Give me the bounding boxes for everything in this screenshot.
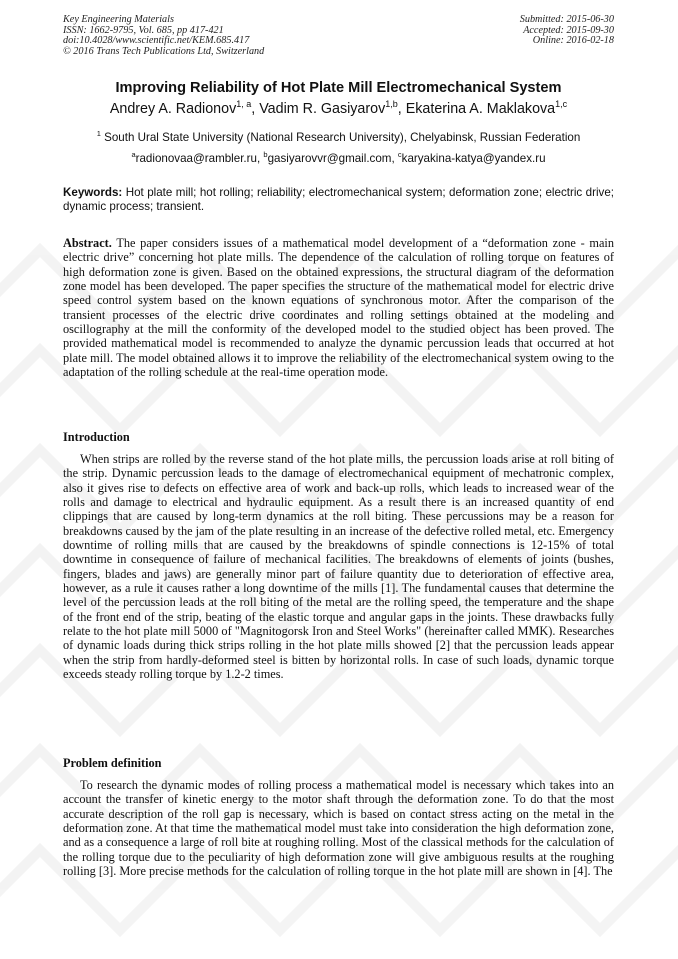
online-date: Online: 2016-02-18 [532,35,614,47]
journal-info [63,15,264,57]
author-name: Ekaterina A. Maklakova [405,101,556,117]
accepted-date: Accepted: 2015-09-30 [523,24,614,36]
email-link[interactable]: radionovaa@rambler.ru [135,152,257,165]
copyright-line: © 2016 Trans Tech Publications Ltd, Switzerland [63,45,265,57]
abstract-label: Abstract. [63,236,112,250]
author-emails: $^a$radionovaa@rambler.ru, $^b$gasiyarovvr@gmail.com, $^c$karyakina-katya@yandex.ru [131,150,546,165]
journal-name: Key Engineering Materials [63,14,174,25]
author-affiliation-marker: 1, a [236,99,252,109]
issn-line: ISSN: 1662-9795, Vol. 685, pp 417-421 [63,24,224,36]
author-name: Andrey A. Radionov [109,101,237,117]
email-link[interactable]: gasiyarovvr@gmail.com [267,152,392,165]
section-heading-problem-definition: Problem definition [63,756,162,770]
keywords [63,186,614,215]
email-marker: b [263,150,268,159]
submitted-date: Submitted: 2015-06-30 [519,14,614,25]
email-marker: c [397,150,402,159]
affiliation-text: South Ural State University (National Research University), Chelyabinsk, Russian Federation [104,131,581,144]
affiliation [63,131,614,144]
problem-definition-paragraph: To research the dynamic modes of rolling process a mathematical model is necessary which takes into an account the transfer of kinetic energy to the motor shaft through the deformation zone. To do that the most accurate description of the roll gap is necessary, which is based on contact stress acting on the metal in the deformation zone. At that time the mathematical model must take into consideration the high deformation zone, and as a consequence a large of roll bite at roughing rolling. Most of the classical methods for the calculation of the rolling torque due to the peculiarity of high deformation zone will give ambiguous results at the roughing rolling [3]. More precise methods for the calculation of rolling torque in the hot plate mill are shown in [4]. The [63,778,614,879]
paper-title: Improving Reliability of Hot Plate Mill Electromechanical System [115,80,562,96]
doi-line: doi:10.4028/www.scientific.net/KEM.685.417 [63,35,250,47]
keywords-text: Hot plate mill; hot rolling; reliability; electromechanical system; deformation zone; electric drive; dynamic process; transient. [63,186,614,214]
dates-info [520,15,614,47]
affiliation-marker: 1 [96,129,101,138]
author-name: Vadim R. Gasiyarov [259,101,386,117]
email-marker: a [131,150,136,159]
author-list: Andrey A. Radionov$^{1, a}$, Vadim R. Gasiyarov$^{1,b}$, Ekaterina A. Maklakova$^{1,c}$ [109,99,568,117]
keywords-label: Keywords: [63,186,123,199]
abstract [63,236,614,379]
author-affiliation-marker: 1,b [385,99,398,109]
introduction-paragraph: When strips are rolled by the reverse stand of the hot plate mills, the percussion loads arise at roll biting of the strip. Dynamic percussion leads to the damage of electromechanical equipment of mechatronic complex, also it gives rise to defects on effective area of work and back-up rolls, which leads to increased wear of the rolls and damage to electrical and hydraulic equipment. As a result there is an increased quantity of end clippings that are caused by long-term dynamics at the roll biting. These percussions may be a reason for breakdowns caused by the jam of the plate resulting in an increase of the defective rolled metal, etc. Emergency downtime of rolling mills that are caused by the breakdowns of spindle connections is 12-15% of total downtime in consequence of failure of mechanical facilities. The breakdowns of elements of joints (bushes, fingers, blades and jaws) are generally minor part of failure quantity due to deterioration of effective area, however, as a rule it causes rather a long downtime of the mills [1]. The fundamental causes that determine the level of the percussion leads at the roll biting of the metal are the rolling speed, the temperature and the shape of the front end of the strip, beating of the elastic torque and angular gaps in the joints. These drawbacks fully relate to the hot plate mill 5000 of "Magnitogorsk Iron and Steel Works" (hereinafter called MMK). Researches of dynamic loads during thick strips rolling in the hot plate mills showed [2] that the percussion leads appear when the strip from hardly-deformed steel is bitten by horizontal rolls. In case of such loads, dynamic torque exceeds steady rolling torque by 1.2-2 times. [63,452,614,682]
author-affiliation-marker: 1,c [555,99,568,109]
abstract-text: The paper considers issues of a mathematical model development of a “deformation zone - main electric drive” concerning hot plate mills. The dependence of the calculation of rolling torque on features of high deformation zone is given. Based on the obtained expressions, the structural diagram of the deformation zone model has been developed. The paper specifies the structure of the mathematical model for electric drive speed control system based on the known equations of synchronous motor. After the comparison of the transient processes of the electric drive coordinates and rolling settings obtained at the modeling and oscillography at the mill the conformity of the developed model to the studied object has been proved. The provided mathematical model is recommended to analyze the dynamic percussion leads that occurred at hot plate mill. The model obtained allows it to improve the reliability of the electromechanical system owing to the adaptation of the rolling schedule at the real-time operation mode. [63,236,614,380]
email-link[interactable]: karyakina-katya@yandex.ru [401,152,546,165]
section-heading-introduction: Introduction [63,430,130,444]
